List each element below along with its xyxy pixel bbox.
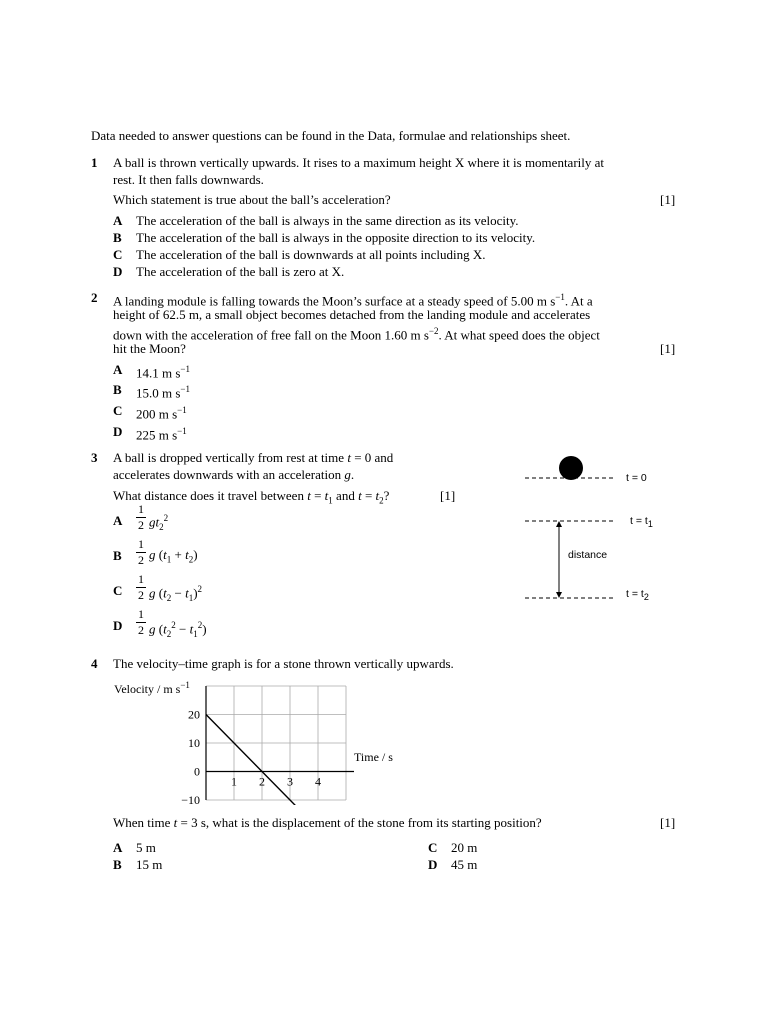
label-t1: $t = t_1$ xyxy=(630,515,653,530)
q3-option-b-letter: B xyxy=(113,548,122,563)
q1-option-a-letter: A xyxy=(113,213,123,228)
q3-question: What distance does it travel between $t = t_1$ and $t = t_2$? xyxy=(113,488,390,506)
q4-question: When time t = 3 s, what is the displacement of the stone from its starting position? xyxy=(113,815,542,830)
q4-option-a-text: 5 m xyxy=(136,840,156,855)
q2-option-d-text: 225 m $s^{-1}$ xyxy=(136,426,187,443)
q2-option-c-letter: C xyxy=(113,403,123,418)
ball-shape xyxy=(559,456,583,480)
q3-option-d-fraction: 1 2 xyxy=(138,607,144,637)
q1-option-d-letter: D xyxy=(113,264,123,279)
q3-marks: [1] xyxy=(440,488,456,503)
q3-option-b-fraction: 1 2 xyxy=(138,537,144,567)
q3-option-a-expr: $gt_2^2$ xyxy=(149,513,169,532)
q3-number: 3 xyxy=(91,450,98,465)
x-tick-label: 1 xyxy=(231,774,237,789)
q4-option-a-letter: A xyxy=(113,840,123,855)
q1-marks: [1] xyxy=(660,192,676,207)
q1-option-b-letter: B xyxy=(113,230,122,245)
q2-exponent-2: −2 xyxy=(428,326,439,336)
q4-option-c-text: 20 m xyxy=(451,840,478,855)
q2-exponent-1: −1 xyxy=(555,292,565,302)
q3-option-c-fraction: 1 2 xyxy=(138,572,144,602)
chart-xlabel: Time / s xyxy=(354,750,393,764)
q2-option-d-letter: D xyxy=(113,424,123,439)
q3-option-d-expr: g $(t_2^2 - t_1^2)$ xyxy=(149,620,207,639)
q1-option-b-text: The acceleration of the ball is always in the opposite direction to its velocity. xyxy=(136,230,536,245)
q2-option-b-letter: B xyxy=(113,382,122,397)
velocity-line xyxy=(206,715,304,806)
q2-line3: down with the acceleration of free fall on the Moon 1.60 m $s^{-2}$. At what speed does the object xyxy=(113,326,600,343)
y-tick-label: 0 xyxy=(194,764,200,779)
q2-option-a-letter: A xyxy=(113,362,123,377)
q4-option-d-letter: D xyxy=(428,857,438,872)
q3-option-a-letter: A xyxy=(113,513,123,528)
q4-number: 4 xyxy=(91,656,98,671)
q2-line4: hit the Moon? xyxy=(113,341,186,356)
x-tick-label: 2 xyxy=(259,774,265,789)
x-tick-label: 3 xyxy=(287,774,293,789)
x-tick-label: 4 xyxy=(315,774,321,789)
q2-option-a-text: 14.1 m $s^{-1}$ xyxy=(136,364,190,381)
label-t0: t = 0 xyxy=(626,472,647,484)
q2-option-c-text: 200 m $s^{-1}$ xyxy=(136,405,187,422)
y-tick-label: 20 xyxy=(188,707,200,722)
q1-number: 1 xyxy=(91,155,98,170)
q4-option-c-letter: C xyxy=(428,840,438,855)
chart-ylabel: Velocity / m $s^{-1}$ xyxy=(114,680,190,696)
intro-text: Data needed to answer questions can be found in the Data, formulae and relationships sheet. xyxy=(91,128,571,143)
q1-option-a-text: The acceleration of the ball is always in the same direction as its velocity. xyxy=(136,213,519,228)
q2-line1: A landing module is falling towards the Moon’s surface at a steady speed of 5.00 m $s^{-1}$. At a xyxy=(113,292,593,309)
q3-option-b-expr: g $(t_1 + t_2)$ xyxy=(149,547,198,565)
q1-question: Which statement is true about the ball’s acceleration? xyxy=(113,192,391,207)
q1-option-d-text: The acceleration of the ball is zero at X. xyxy=(136,264,345,279)
q4-option-d-text: 45 m xyxy=(451,857,478,872)
q4-line1: The velocity–time graph is for a stone thrown vertically upwards. xyxy=(113,656,454,671)
q1-line2: rest. It then falls downwards. xyxy=(113,172,264,187)
y-tick-label: −10 xyxy=(181,793,200,805)
q3-option-a-fraction: 1 2 xyxy=(138,502,144,532)
velocity-time-chart xyxy=(170,680,360,805)
q2-line2: height of 62.5 m, a small object becomes detached from the landing module and accelerates xyxy=(113,307,591,322)
label-t2: $t = t_2$ xyxy=(626,588,649,603)
q3-line1: A ball is dropped vertically from rest at time t = 0 and xyxy=(113,450,394,465)
q3-option-c-letter: C xyxy=(113,583,123,598)
q2-number: 2 xyxy=(91,290,98,305)
q3-line2: accelerates downwards with an acceleration g. xyxy=(113,467,355,482)
label-distance: distance xyxy=(568,549,608,561)
q2-option-b-text: 15.0 m $s^{-1}$ xyxy=(136,384,190,401)
q1-option-c-letter: C xyxy=(113,247,123,262)
q3-option-d-letter: D xyxy=(113,618,123,633)
q4-marks: [1] xyxy=(660,815,676,830)
q2-marks: [1] xyxy=(660,341,676,356)
q4-option-b-letter: B xyxy=(113,857,122,872)
q3-option-c-expr: g $(t_2 - t_1)^2$ xyxy=(149,584,203,603)
y-tick-label: 10 xyxy=(188,736,200,750)
q1-option-c-text: The acceleration of the ball is downwards at all points including X. xyxy=(136,247,486,262)
q1-line1: A ball is thrown vertically upwards. It rises to a maximum height X where it is momentarily at xyxy=(113,155,605,170)
q4-option-b-text: 15 m xyxy=(136,857,163,872)
